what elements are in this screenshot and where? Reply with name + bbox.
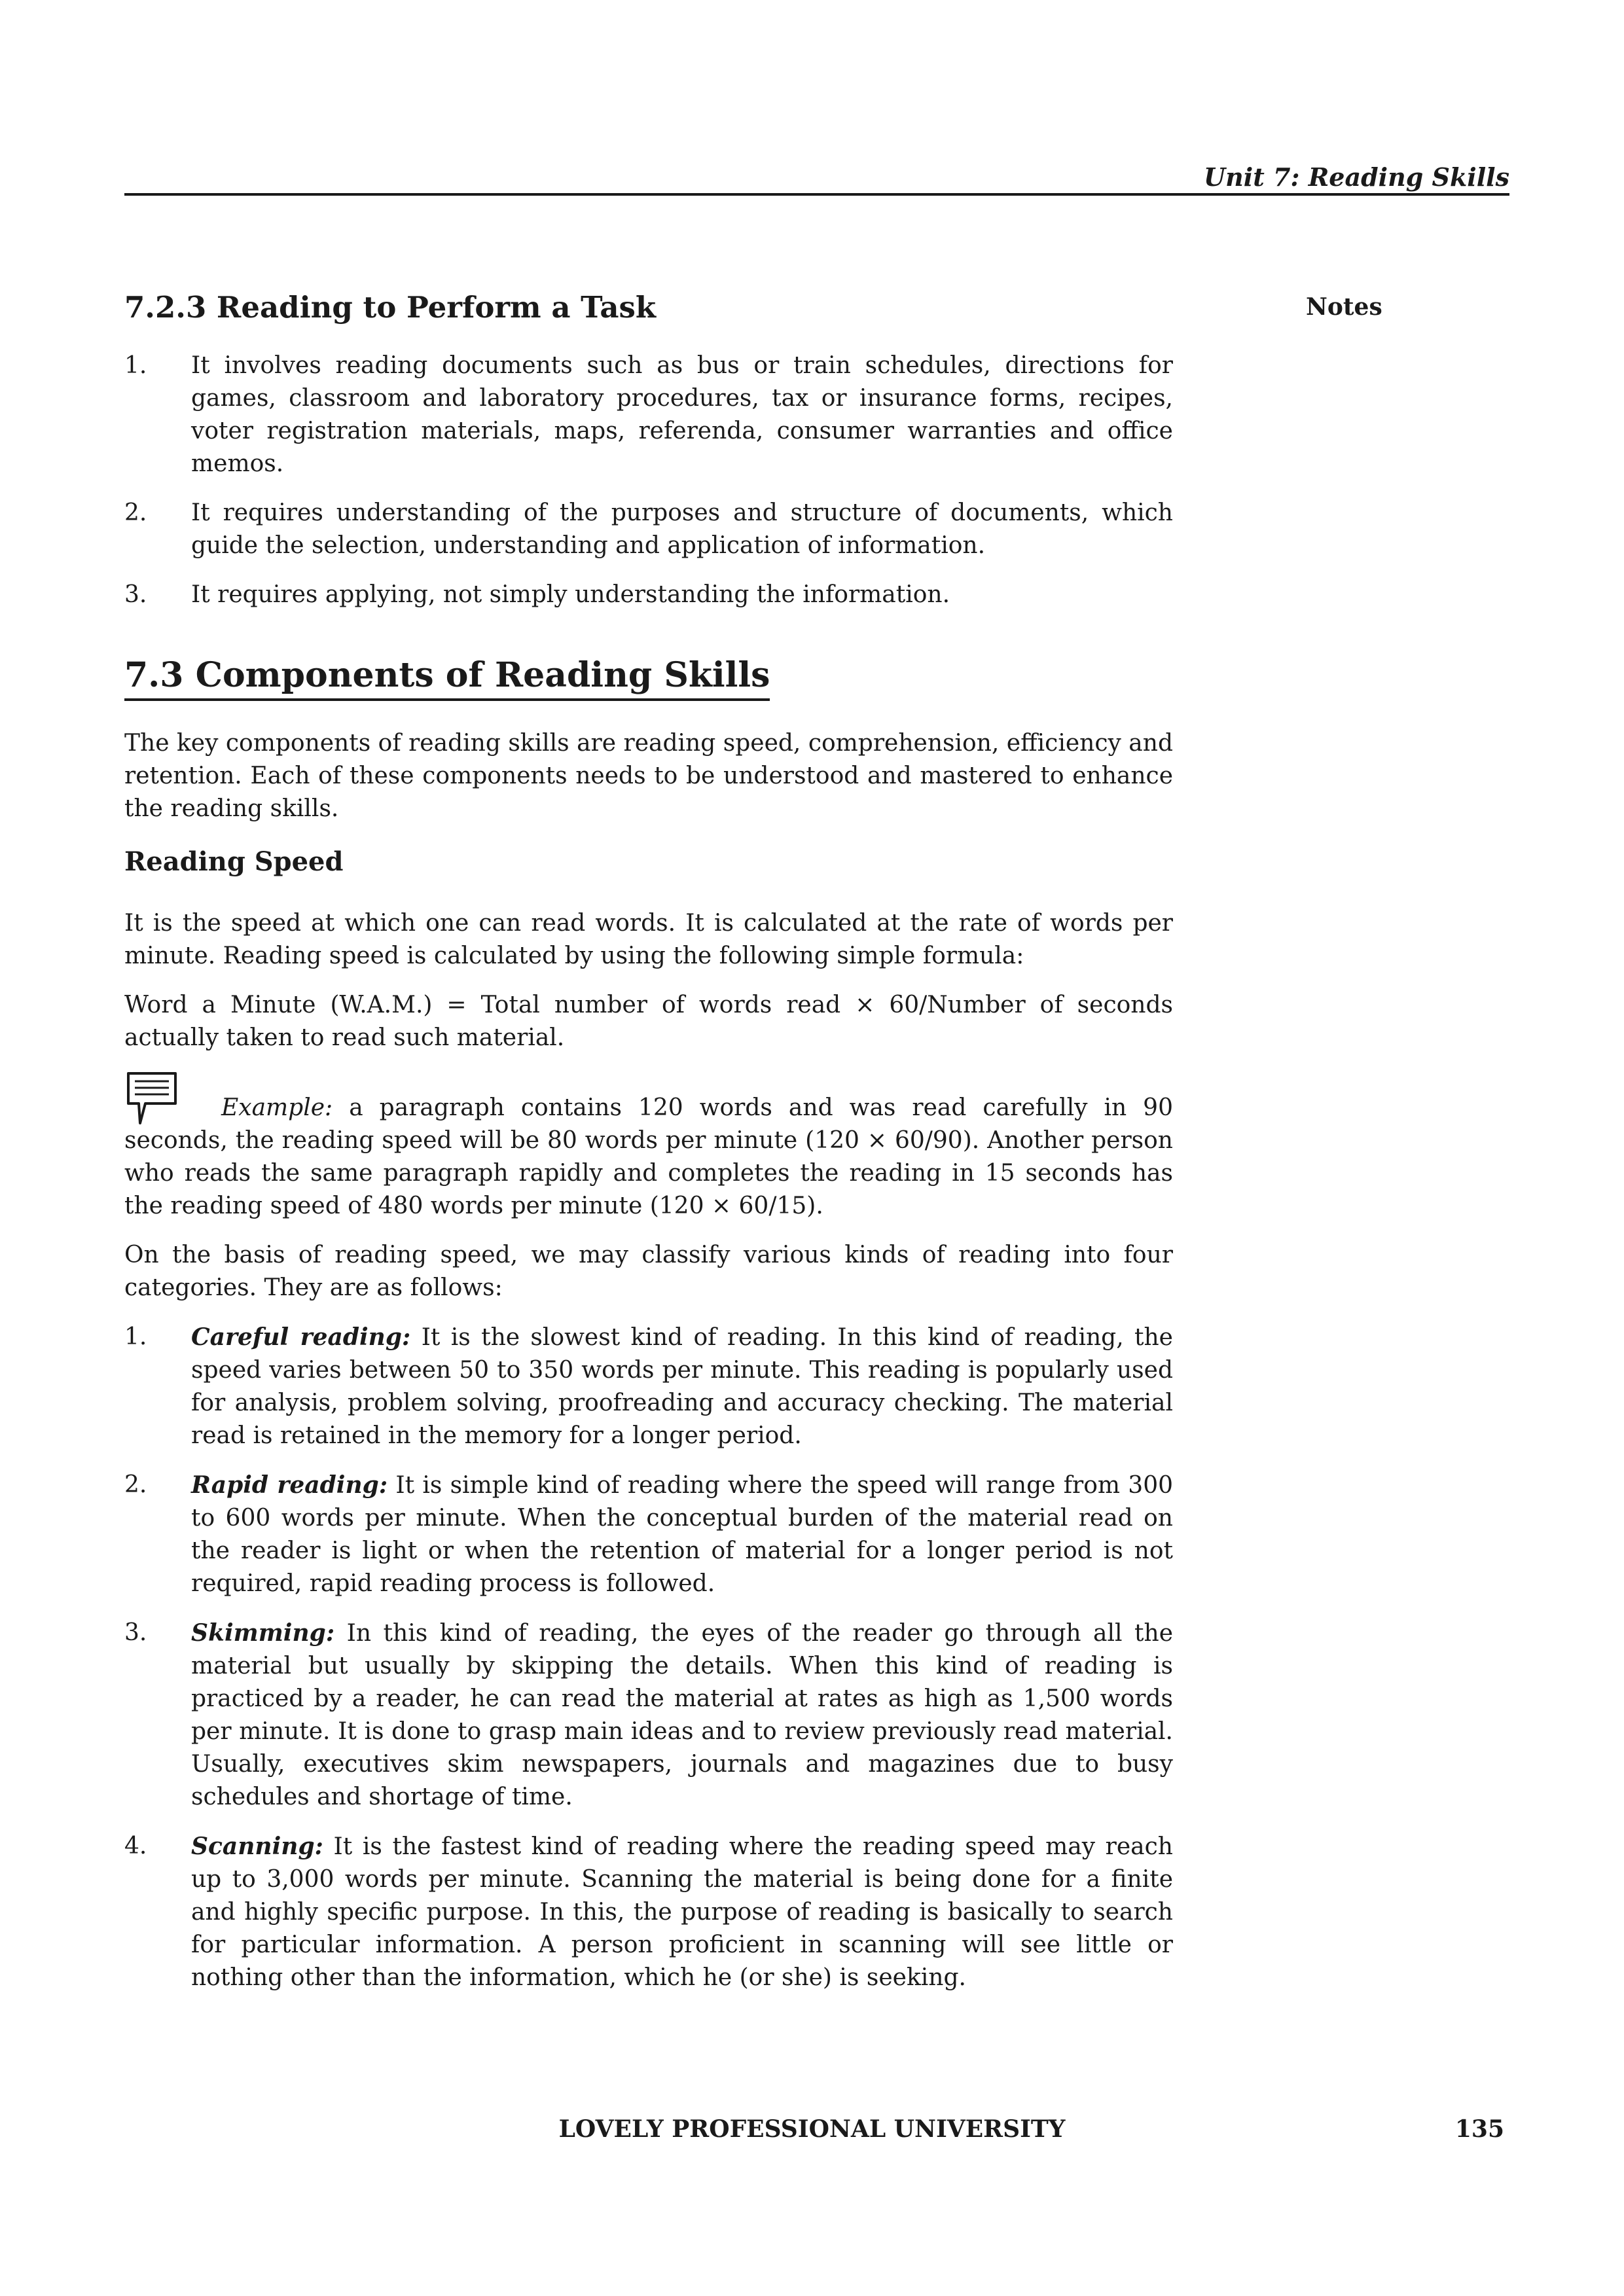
category-text: It is the fastest kind of reading where the reading speed may reach up to 3,000 words per minute. Scanning the material is being done for a finite and highly specific purpose. In this, the purpose of reading is basically to search for particular information. A person proficient in scanning will see little or nothing other than the information, which he (or she) is seeking. — [191, 1833, 1173, 1991]
reading-categories-list — [124, 1321, 1173, 1994]
section-7-3-heading: 7.3 Components of Reading Skills — [124, 653, 770, 701]
list-item — [124, 1469, 1173, 1600]
list-number: 2. — [124, 499, 147, 526]
list-item — [124, 350, 1173, 480]
header-rule — [124, 193, 1509, 196]
list-item — [124, 1617, 1173, 1814]
section-intro: The key components of reading skills are reading speed, comprehension, efficiency and retention. Each of these components needs to be understood and mastered to enhance the reading skills. — [124, 730, 1173, 822]
category-term: Rapid reading: — [191, 1471, 388, 1499]
list-item — [124, 1830, 1173, 1994]
list-number: 1. — [124, 352, 147, 379]
list-item — [124, 579, 1173, 611]
category-term: Skimming: — [191, 1619, 335, 1647]
list-number: 1. — [124, 1323, 147, 1350]
list-text: It requires applying, not simply understanding the information. — [191, 581, 950, 608]
category-term: Careful reading: — [191, 1323, 411, 1351]
example-label: Example: — [221, 1094, 333, 1121]
note-example-icon — [126, 1071, 178, 1126]
list-number: 2. — [124, 1471, 147, 1498]
category-text: It is simple kind of reading where the speed will range from 300 to 600 words per minute. When the conceptual burden of the material read on the reader is light or when the retention of material for a longer period is not required, rapid reading process is followed. — [191, 1472, 1174, 1597]
category-term: Scanning: — [191, 1833, 323, 1860]
reading-speed-definition: It is the speed at which one can read words. It is calculated at the rate of words per minute. Reading speed is calculated by using the following simple formula: — [124, 910, 1173, 969]
list-text: It involves reading documents such as bus or train schedules, directions for games, classroom and laboratory procedures, tax or insurance forms, recipes, voter registration materials, maps, referenda, consumer warranties and office memos. — [191, 352, 1173, 477]
example-text: a paragraph contains 120 words and was read carefully in 90 seconds, the reading speed will be 80 words per minute (120 × 60/90). Another person who reads the same paragraph rapidly and completes the reading in 15 seconds has the reading speed of 480 words per minute (120 × 60/15). — [124, 1094, 1173, 1219]
list-number: 3. — [124, 1619, 147, 1646]
list-number: 4. — [124, 1833, 147, 1859]
notes-margin-label: Notes — [1306, 293, 1382, 321]
category-text: It is the slowest kind of reading. In this kind of reading, the speed varies between 50 to 350 words per minute. This reading is popularly used for analysis, problem solving, proofreading and accuracy checking. The material read is retained in the memory for a longer period. — [191, 1324, 1173, 1449]
categories-intro: On the basis of reading speed, we may classify various kinds of reading into four categories. They are as follows: — [124, 1242, 1173, 1301]
task-reading-list — [124, 350, 1173, 611]
running-header-title: Unit 7: Reading Skills — [1204, 162, 1509, 192]
reading-speed-heading: Reading Speed — [124, 846, 344, 877]
list-text: It requires understanding of the purposes and structure of documents, which guide the selection, understanding and application of information. — [191, 499, 1173, 559]
footer-university: LOVELY PROFESSIONAL UNIVERSITY — [558, 2115, 1066, 2143]
example-paragraph — [124, 1092, 1173, 1223]
list-number: 3. — [124, 581, 147, 608]
main-content — [124, 288, 1173, 2011]
page-number: 135 — [1454, 2115, 1504, 2143]
reading-speed-formula: Word a Minute (W.A.M.) = Total number of words read × 60/Number of seconds actually taken to read such material. — [124, 992, 1173, 1051]
list-item — [124, 497, 1173, 562]
list-item — [124, 1321, 1173, 1452]
example-block — [124, 1071, 1173, 1223]
category-text: In this kind of reading, the eyes of the reader go through all the material but usually by skipping the details. When this kind of reading is practiced by a reader, he can read the material at rates as high as 1,500 words per minute. It is done to grasp main ideas and to review previously read material. Usually, executives skim newspapers, journals and magazines due to busy schedules and shortage of time. — [191, 1620, 1174, 1810]
section-7-2-3-heading: 7.2.3 Reading to Perform a Task — [124, 290, 656, 325]
